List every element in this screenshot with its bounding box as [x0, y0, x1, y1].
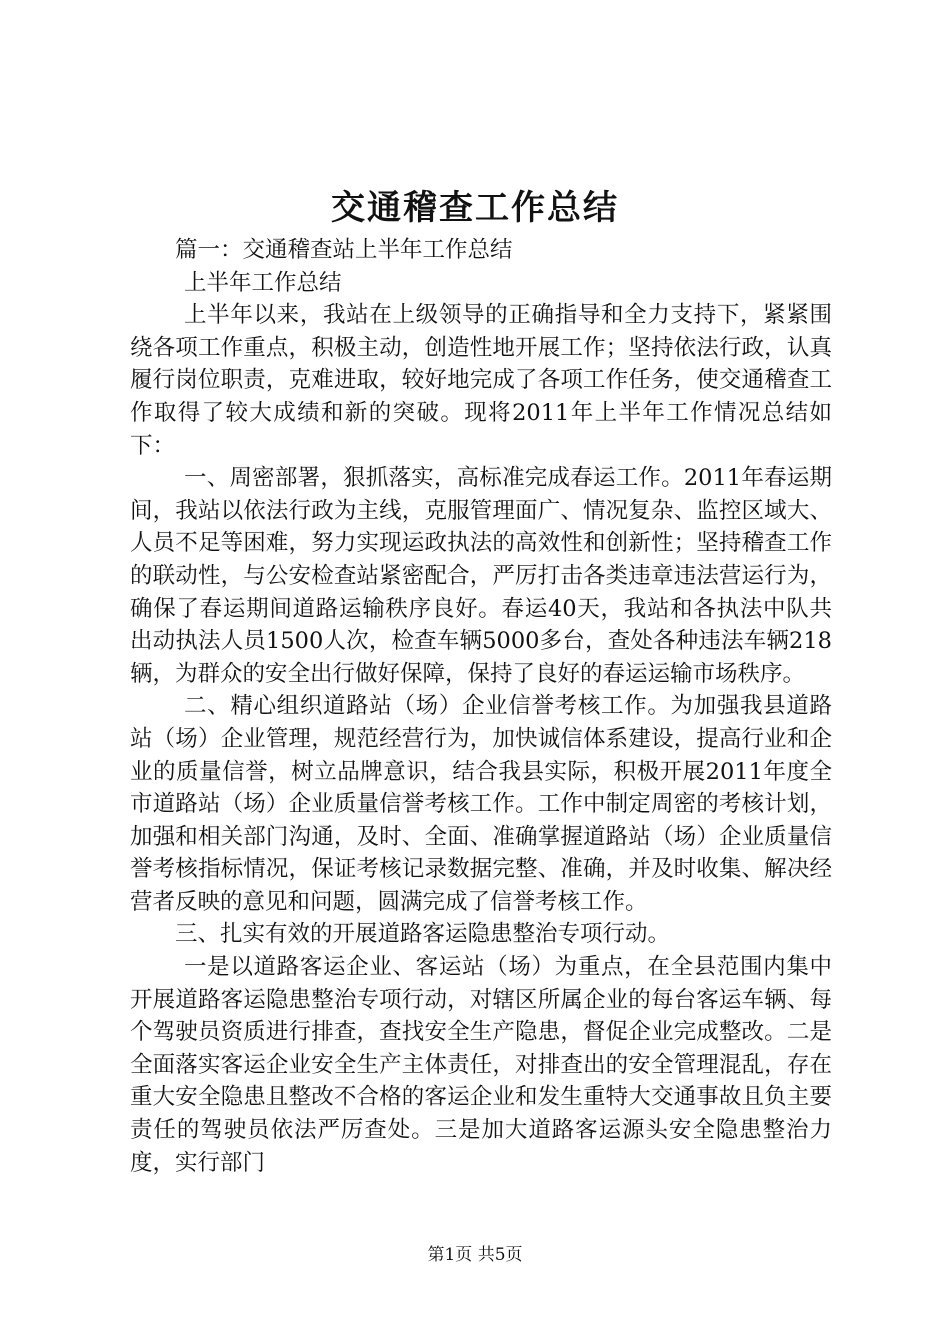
- document-title: 交通稽查工作总结: [331, 188, 619, 228]
- document-body: [130, 234, 832, 1179]
- page-footer: 第1页 共5页: [427, 1245, 523, 1265]
- paragraph: 二、精心组织道路站（场）企业信誉考核工作。为加强我县道路站（场）企业管理，规范经营行为，加快诚信体系建设，提高行业和企业的质量信誉，树立品牌意识，结合我县实际，积极开展2011年度全市道路站（场）企业质量信誉考核工作。工作中制定周密的考核计划，加强和相关部门沟通，及时、全面、准确掌握道路站（场）企业质量信誉考核指标情况，保证考核记录数据完整、准确，并及时收集、解决经营者反映的意见和问题，圆满完成了信誉考核工作。: [130, 693, 832, 915]
- paragraph: 上半年以来，我站在上级领导的正确指导和全力支持下，紧紧围绕各项工作重点，积极主动，创造性地开展工作；坚持依法行政，认真履行岗位职责，克难进取，较好地完成了各项工作任务，使交通稽查工作取得了较大成绩和新的突破。现将2011年上半年工作情况总结如下：: [130, 302, 832, 459]
- paragraph: 一、周密部署，狠抓落实，高标准完成春运工作。2011年春运期间，我站以依法行政为主线，克服管理面广、情况复杂、监控区域大、人员不足等困难，努力实现运政执法的高效性和创新性；坚持稽查工作的联动性，与公安检查站紧密配合，严厉打击各类违章违法营运行为，确保了春运期间道路运输秩序良好。春运40天，我站和各执法中队共出动执法人员1500人次，检查车辆5000多台，查处各种违法车辆218辆，为群众的安全出行做好保障，保持了良好的春运运输市场秩序。: [130, 465, 832, 687]
- subtitle: 篇一：交通稽查站上半年工作总结: [175, 237, 513, 263]
- paragraph: 三、扎实有效的开展道路客运隐患整治专项行动。: [175, 921, 671, 948]
- section-heading: 上半年工作总结: [184, 269, 342, 296]
- paragraph: 一是以道路客运企业、客运站（场）为重点，在全县范围内集中开展道路客运隐患整治专项行动，对辖区所属企业的每台客运车辆、每个驾驶员资质进行排查，查找安全生产隐患，督促企业完成整改。二是全面落实客运企业安全生产主体责任，对排查出的安全管理混乱，存在重大安全隐患且整改不合格的客运企业和发生重特大交通事故且负主要责任的驾驶员依法严厉查处。三是加大道路客运源头安全隐患整治力度，实行部门: [130, 954, 832, 1176]
